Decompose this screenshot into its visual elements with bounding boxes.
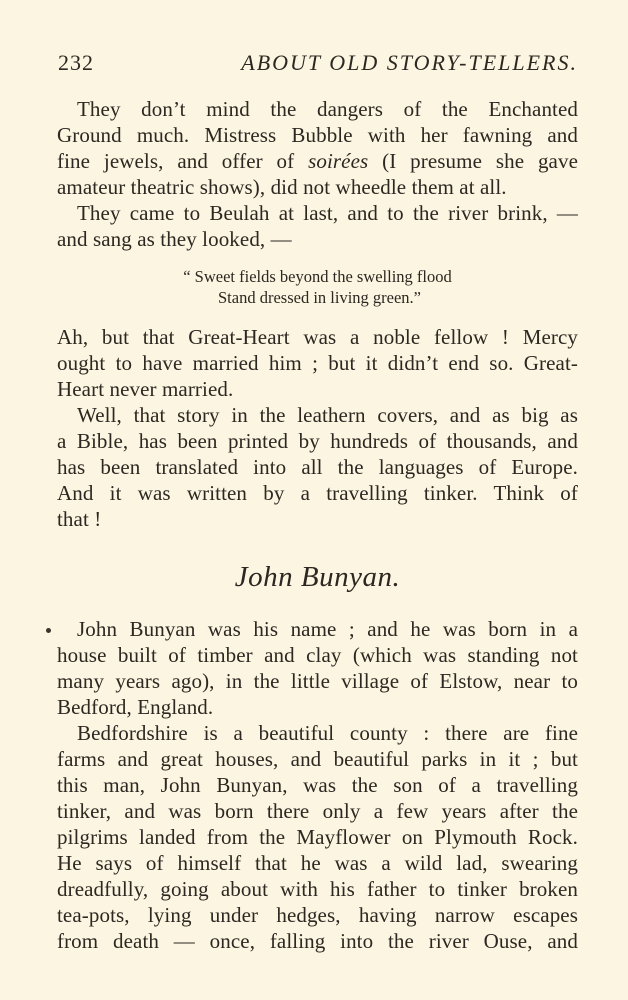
paragraph	[57, 324, 578, 402]
text-line: from death — once, falling into the river Ouse, and	[57, 929, 578, 953]
text-line: Well, that story in the leathern covers, and as big as	[77, 403, 578, 427]
text-line: Heart never married.	[57, 377, 234, 401]
ink-speck	[46, 628, 51, 633]
text-line: farms and great houses, and beautiful parks in it ; but	[57, 747, 578, 771]
text-line: dreadfully, going about with his father to tinker broken	[57, 877, 578, 901]
quote-line: Stand dressed in living green.”	[218, 288, 421, 307]
text-line: John Bunyan was his name ; and he was born in a	[77, 617, 578, 641]
running-title: ABOUT OLD STORY-TELLERS.	[241, 50, 578, 75]
text-line: pilgrims landed from the Mayflower on Plymouth Rock.	[57, 825, 578, 849]
text-line: He says of himself that he was a wild lad, swearing	[57, 851, 578, 875]
text-line: amateur theatric shows), did not wheedle them at all.	[57, 175, 507, 199]
page-header	[58, 48, 578, 78]
verse-quotation	[57, 266, 578, 308]
text-line: tea-pots, lying under hedges, having narrow escapes	[57, 903, 578, 927]
quote-line: “ Sweet fields beyond the swelling flood	[183, 267, 452, 286]
text-line: ought to have married him ; but it didn’t end so. Great-	[57, 351, 578, 375]
text-line: house built of timber and clay (which was standing not	[57, 643, 578, 667]
text-line: Ah, but that Great-Heart was a noble fellow ! Mercy	[57, 325, 578, 349]
italic-word: soirées	[308, 149, 369, 173]
page-number: 232	[58, 50, 94, 75]
text-line: that !	[57, 507, 102, 531]
text-line: Ground much. Mistress Bubble with her fawning and	[57, 123, 578, 147]
text-line: Bedford, England.	[57, 695, 214, 719]
text-line: a Bible, has been printed by hundreds of thousands, and	[57, 429, 578, 453]
text-line: Bedfordshire is a beautiful county : there are fine	[77, 721, 578, 745]
section-heading: John Bunyan.	[234, 561, 401, 593]
text-line: many years ago), in the little village of Elstow, near to	[57, 669, 578, 693]
text-line: They don’t mind the dangers of the Enchanted	[77, 97, 578, 121]
paragraph	[57, 616, 578, 720]
text-line: this man, John Bunyan, was the son of a travelling	[57, 773, 578, 797]
paragraph	[57, 200, 578, 252]
paragraph	[57, 720, 578, 954]
body-text	[57, 96, 578, 954]
text-line: and sang as they looked, —	[57, 227, 292, 251]
paragraph	[57, 96, 578, 200]
text-line: And it was written by a travelling tinker. Think of	[57, 481, 578, 505]
paragraph	[57, 402, 578, 532]
text-line: fine jewels, and offer of soirées (I presume she gave	[57, 149, 578, 173]
text-line: has been translated into all the languages of Europe.	[57, 455, 578, 479]
text-line: They came to Beulah at last, and to the river brink, —	[77, 201, 578, 225]
text-line: tinker, and was born there only a few years after the	[57, 799, 578, 823]
